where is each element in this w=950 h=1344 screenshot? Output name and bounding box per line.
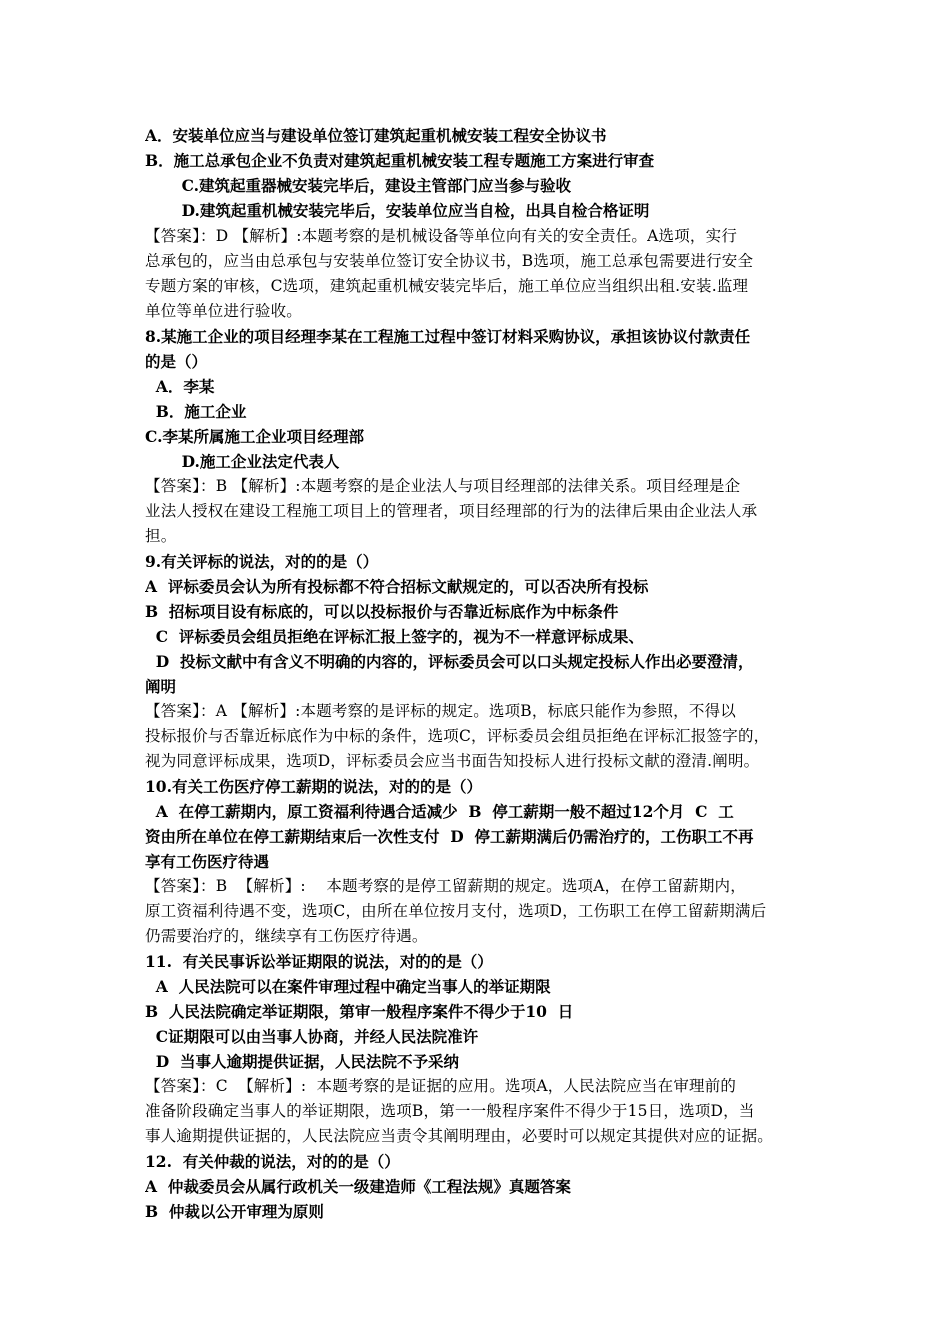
option-d-q11: D 当事人逾期提供证据，人民法院不予采纳	[145, 1052, 460, 1071]
answer-q10-line3: 仍需要治疗的，继续享有工伤医疗待遇。	[145, 927, 428, 945]
question-11: 11. 有关民事诉讼举证期限的说法，对的的是（）	[145, 952, 493, 971]
answer-q8-line2: 业法人授权在建设工程施工项目上的管理者，项目经理部的行为的法律后果由企业法人承	[145, 502, 758, 520]
option-b-q8: B．施工企业	[145, 402, 247, 421]
answer-q9-line3: 视为同意评标成果，选项D，评标委员会应当书面告知投标人进行投标文献的澄清.阐明。	[145, 752, 760, 770]
option-c-q8: C.李某所属施工企业项目经理部	[145, 427, 364, 446]
option-a-q7: A．安装单位应当与建设单位签订建筑起重机械安装工程安全协议书	[145, 126, 607, 145]
option-b-q7: B．施工总承包企业不负责对建筑起重机械安装工程专题施工方案进行审查	[145, 151, 655, 170]
answer-q8-line1: 【答案】：B 【解析】:本题考察的是企业法人与项目经理部的法律关系。项目经理是企	[145, 477, 741, 495]
option-b-q11: B 人民法院确定举证期限，第审一般程序案件不得少于10 日	[145, 1002, 574, 1021]
option-a-q12: A 仲裁委员会从属行政机关一级建造师《工程法规》真题答案	[145, 1177, 571, 1196]
answer-q10-line2: 原工资福利待遇不变，选项C，由所在单位按月支付，选项D，工伤职工在停工留薪期满后	[145, 902, 767, 920]
answer-q9-line1: 【答案】：A 【解析】:本题考察的是评标的规定。选项B，标底只能作为参照，不得以	[145, 702, 736, 720]
answer-q9-line2: 投标报价与否靠近标底作为中标的条件，选项C，评标委员会组员拒绝在评标汇报签字的，	[145, 727, 770, 745]
options-q10-line3: 享有工伤医疗待遇	[145, 852, 270, 871]
answer-q7-line2: 总承包的，应当由总承包与安装单位签订安全协议书，B选项，施工总承包需要进行安全	[145, 252, 754, 270]
question-8-line1: 8.某施工企业的项目经理李某在工程施工过程中签订材料采购协议，承担该协议付款责任	[145, 327, 751, 346]
answer-q7-line4: 单位等单位进行验收。	[145, 302, 303, 320]
answer-q7-line3: 专题方案的审核，C选项，建筑起重机械安装完毕后，施工单位应当组织出租.安装.监理	[145, 277, 749, 295]
option-a-q11: A 人民法院可以在案件审理过程中确定当事人的举证期限	[145, 977, 551, 996]
question-9: 9.有关评标的说法，对的的是（）	[145, 552, 379, 571]
answer-q11-line3: 事人逾期提供证据的，人民法院应当责令其阐明理由，必要时可以规定其提供对应的证据。	[145, 1127, 774, 1145]
answer-q11-line2: 准备阶段确定当事人的举证期限，选项B，第一一般程序案件不得少于15日，选项D，当	[145, 1102, 755, 1120]
answer-q11-line1: 【答案】：C 【解析】: 本题考察的是证据的应用。选项A，人民法院应当在审理前的	[145, 1077, 737, 1095]
answer-q7-line1: 【答案】：D 【解析】:本题考察的是机械设备等单位向有关的安全责任。A选项，实行	[145, 227, 738, 245]
question-12: 12. 有关仲裁的说法，对的的是（）	[145, 1152, 400, 1171]
option-b-q9: B 招标项目设有标底的，可以以投标报价与否靠近标底作为中标条件	[145, 602, 619, 621]
option-d-q9-line1: D 投标文献中有含义不明确的内容的，评标委员会可以口头规定投标人作出必要澄清，	[145, 652, 754, 671]
option-b-q12: B 仲裁以公开审理为原则	[145, 1202, 324, 1221]
option-a-q9: A 评标委员会认为所有投标都不符合招标文献规定的，可以否决所有投标	[145, 577, 649, 596]
option-c-q7: C.建筑起重器械安装完毕后，建设主管部门应当参与验收	[160, 176, 572, 195]
answer-q10-line1: 【答案】：B 【解析】: 本题考察的是停工留薪期的规定。选项A，在停工留薪期内，	[145, 877, 746, 895]
option-c-q9: C 评标委员会组员拒绝在评标汇报上签字的，视为不一样意评标成果、	[145, 627, 644, 646]
options-q10-line2: 资由所在单位在停工薪期结束后一次性支付 D 停工薪期满后仍需治疗的，工伤职工不再	[145, 827, 754, 846]
question-10: 10.有关工伤医疗停工薪期的说法，对的的是（）	[145, 777, 482, 796]
options-q10-line1: A 在停工薪期内，原工资福利待遇合适减少 B 停工薪期一般不超过12个月 C 工	[145, 802, 734, 821]
option-c-q11: C证期限可以由当事人协商，并经人民法院准许	[145, 1027, 479, 1046]
answer-q8-line3: 担。	[145, 527, 177, 545]
option-d-q8: D.施工企业法定代表人	[160, 452, 340, 471]
option-d-q7: D.建筑起重机械安装完毕后，安装单位应当自检，出具自检合格证明	[160, 201, 650, 220]
question-8-line2: 的是（）	[145, 352, 208, 371]
option-d-q9-line2: 阐明	[145, 677, 177, 696]
option-a-q8: A．李某	[145, 377, 215, 396]
